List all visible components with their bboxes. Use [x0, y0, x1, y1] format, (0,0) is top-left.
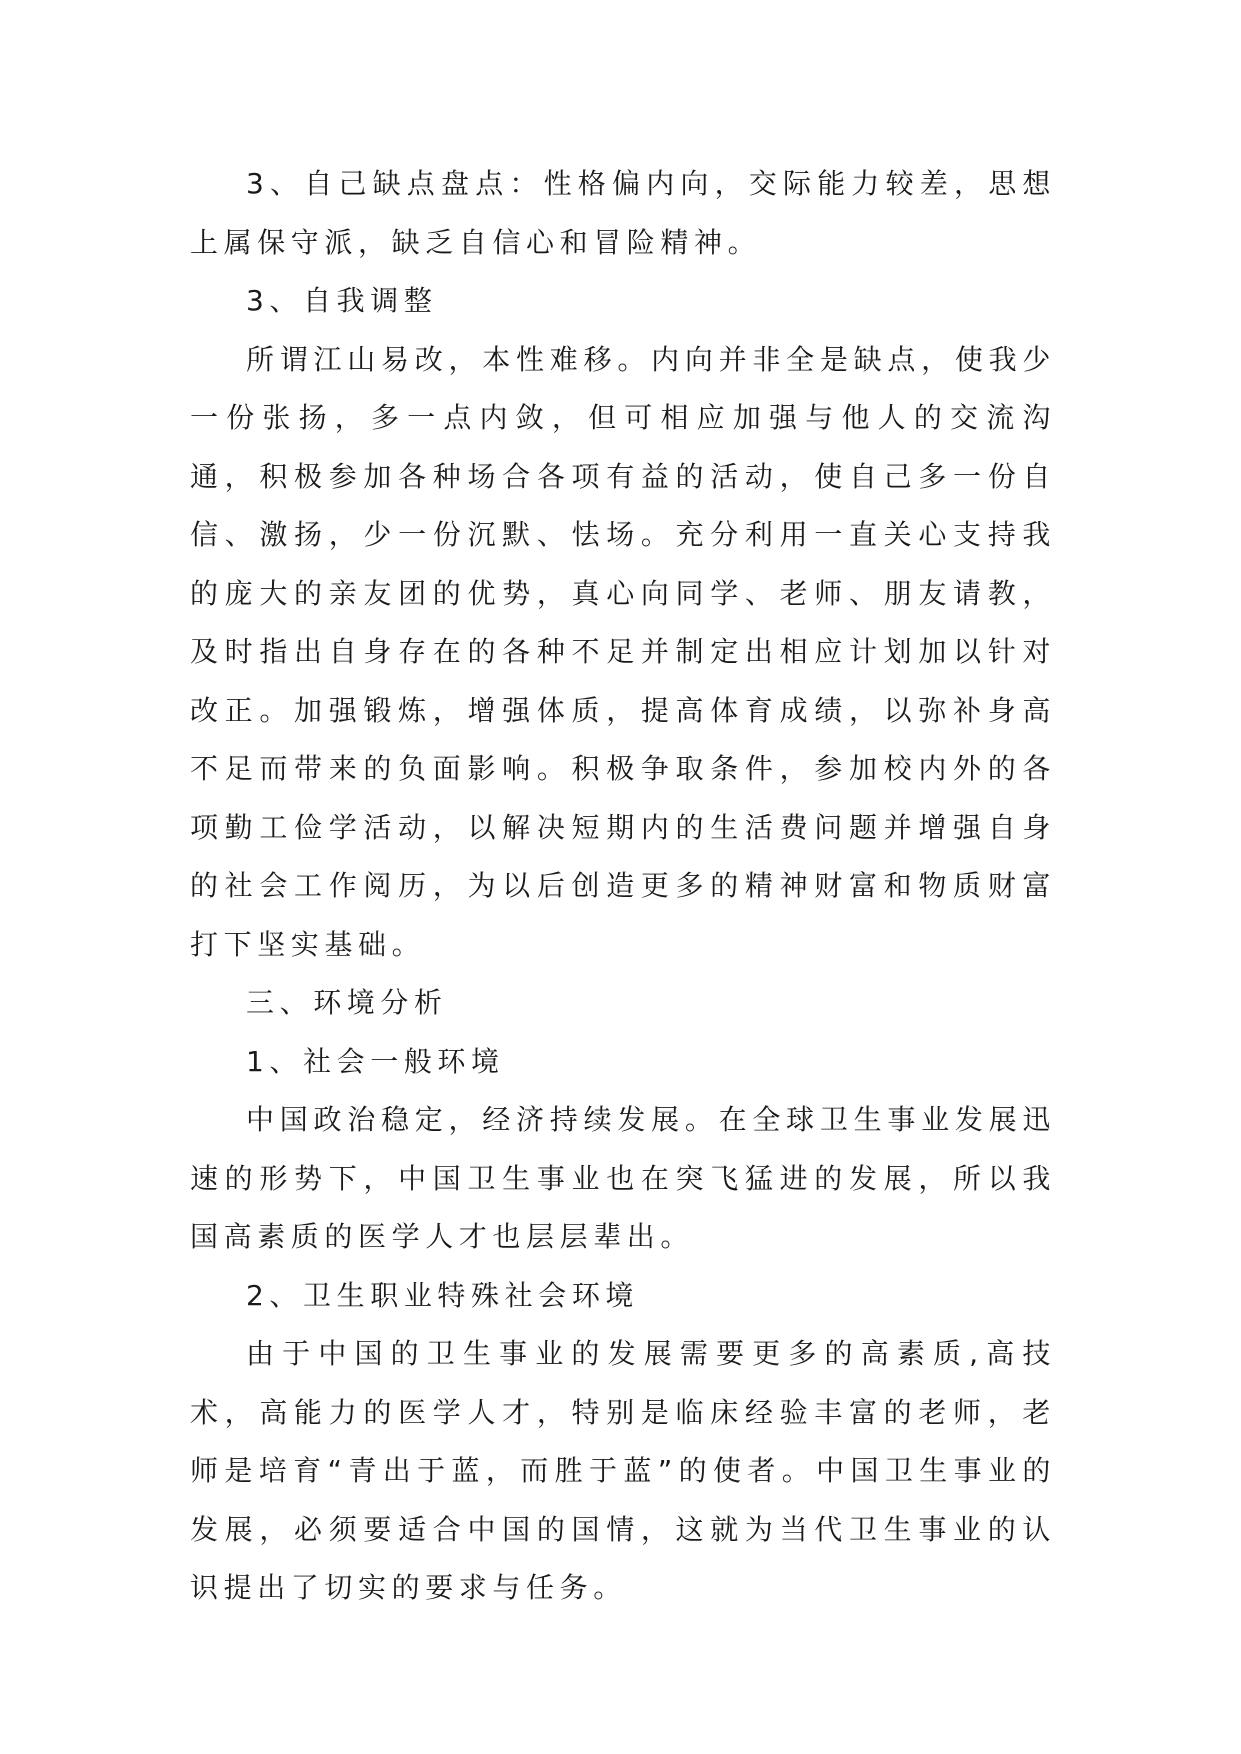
- paragraph-general-environment: 中国政治稳定，经济持续发展。在全球卫生事业发展迅速的形势下，中国卫生事业也在突飞猛进的发展，所以我国高素质的医学人才也层层辈出。: [190, 1103, 1056, 1253]
- heading-environment-analysis: 三、环境分析: [246, 986, 448, 1019]
- paragraph-self-adjustment: 所谓江山易改，本性难移。内向并非全是缺点，使我少一份张扬，多一点内敛，但可相应加强与他人的交流沟通，积极参加各种场合各项有益的活动，使自己多一份自信、激扬，少一份沉默、怯场。充分利用一直关心支持我的庞大的亲友团的优势，真心向同学、老师、朋友请教，及时指出自身存在的各种不足并制定出相应计划加以针对改正。加强锻炼，增强体质，提高体育成绩，以弥补身高不足而带来的负面影响。积极争取条件，参加校内外的各项勤工俭学活动，以解决短期内的生活费问题并增强自身的社会工作阅历，为以后创造更多的精神财富和物质财富打下坚实基础。: [190, 342, 1056, 961]
- document-body: [190, 155, 1056, 1618]
- paragraph-health-environment: 由于中国的卫生事业的发展需要更多的高素质,高技术，高能力的医学人才，特别是临床经验丰富的老师，老师是培育“青出于蓝，而胜于蓝”的使者。中国卫生事业的发展，必须要适合中国的国情，这就为当代卫生事业的认识提出了切实的要求与任务。: [190, 1337, 1056, 1604]
- paragraph-weakness-review: 3、自己缺点盘点：性格偏内向，交际能力较差，思想上属保守派，缺乏自信心和冒险精神。: [190, 167, 1056, 259]
- heading-health-environment: 2、卫生职业特殊社会环境: [246, 1278, 640, 1312]
- heading-general-environment: 1、社会一般环境: [246, 1044, 505, 1078]
- heading-self-adjustment: 3、自我调整: [246, 284, 438, 317]
